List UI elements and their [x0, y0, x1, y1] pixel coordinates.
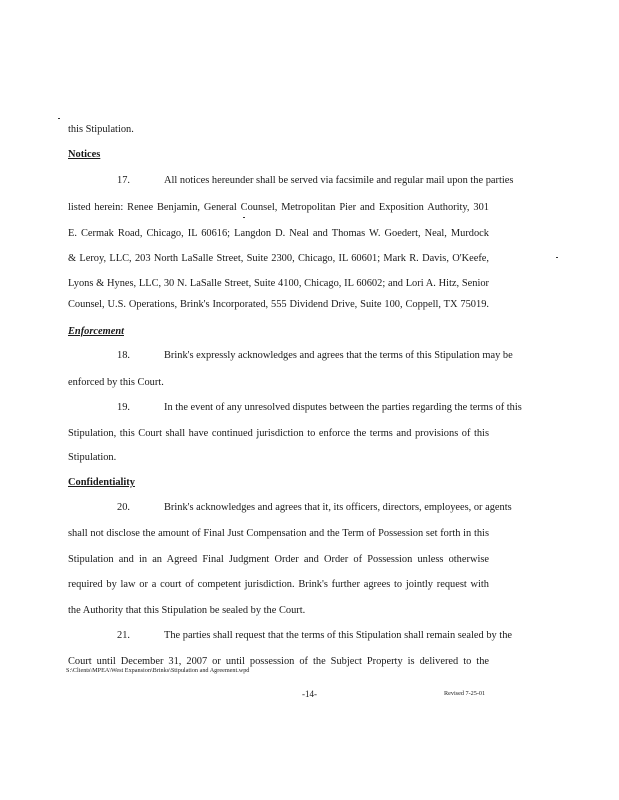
text-line: Stipulation. — [68, 452, 117, 463]
scan-speck — [243, 217, 245, 218]
revision-date: Revised 7-25-01 — [444, 690, 486, 697]
text-line: enforced by this Court. — [68, 377, 164, 388]
text-line: required by law or a court of competent jurisdiction. Brink's further agrees to jointly request with — [68, 579, 489, 590]
paragraph-text: All notices hereunder shall be served via facsimile and regular mail upon the parties — [164, 175, 514, 186]
paragraph-text: Brink's expressly acknowledges and agrees that the terms of this Stipulation may be — [164, 350, 513, 361]
text-line: shall not disclose the amount of Final Just Compensation and the Term of Possession set forth in this — [68, 528, 489, 539]
text-line: Stipulation, this Court shall have continued jurisdiction to enforce the terms and provisions of this — [68, 428, 489, 439]
text-line: Court until December 31, 2007 or until possession of the Subject Property is delivered to the — [68, 656, 489, 667]
paragraph-number: 17. — [117, 175, 130, 186]
text-line: the Authority that this Stipulation be sealed by the Court. — [68, 605, 306, 616]
paragraph-number: 18. — [117, 350, 130, 361]
text-line: this Stipulation. — [68, 124, 134, 135]
scan-speck — [58, 118, 60, 119]
text-line: listed herein: Renee Benjamin, General Counsel, Metropolitan Pier and Exposition Authority, 301 — [68, 202, 489, 213]
paragraph-number: 19. — [117, 402, 130, 413]
footer-file-path: S:\Clients\MPEA\West Expansion\Brinks\Stipulation and Agreement.wpd — [66, 667, 250, 674]
page-number: -14- — [302, 689, 317, 699]
paragraph-number: 20. — [117, 502, 130, 513]
paragraph-text: Brink's acknowledges and agrees that it, its officers, directors, employees, or agents — [164, 502, 512, 513]
text-line: Lyons & Hynes, LLC, 30 N. LaSalle Street, Suite 4100, Chicago, IL 60602; and Lori A. Hitz, Senior — [68, 278, 489, 289]
scan-speck — [556, 257, 558, 258]
text-line: E. Cermak Road, Chicago, IL 60616; Langdon D. Neal and Thomas W. Goedert, Neal, Murdock — [68, 228, 489, 239]
paragraph-21-first-line — [117, 629, 513, 643]
paragraph-text: The parties shall request that the terms of this Stipulation shall remain sealed by the — [164, 630, 513, 641]
text-line: Counsel, U.S. Operations, Brink's Incorporated, 555 Dividend Drive, Suite 100, Coppell, TX 75019. — [68, 299, 489, 310]
section-heading-notices: Notices — [68, 149, 101, 160]
paragraph-text: In the event of any unresolved disputes between the parties regarding the terms of this — [164, 402, 522, 413]
section-heading-confidentiality: Confidentiality — [68, 477, 135, 488]
section-heading-enforcement: Enforcement — [68, 326, 124, 337]
paragraph-20-first-line — [117, 501, 512, 515]
paragraph-18-first-line — [117, 349, 513, 363]
paragraph-17-first-line — [117, 174, 514, 188]
paragraph-number: 21. — [117, 630, 130, 641]
text-line: Stipulation and in an Agreed Final Judgment Order and Order of Possession unless otherwise — [68, 554, 489, 565]
text-line: & Leroy, LLC, 203 North LaSalle Street, Suite 2300, Chicago, IL 60601; Mark R. Davis, O'Keefe, — [68, 253, 489, 264]
paragraph-19-first-line — [117, 401, 522, 415]
